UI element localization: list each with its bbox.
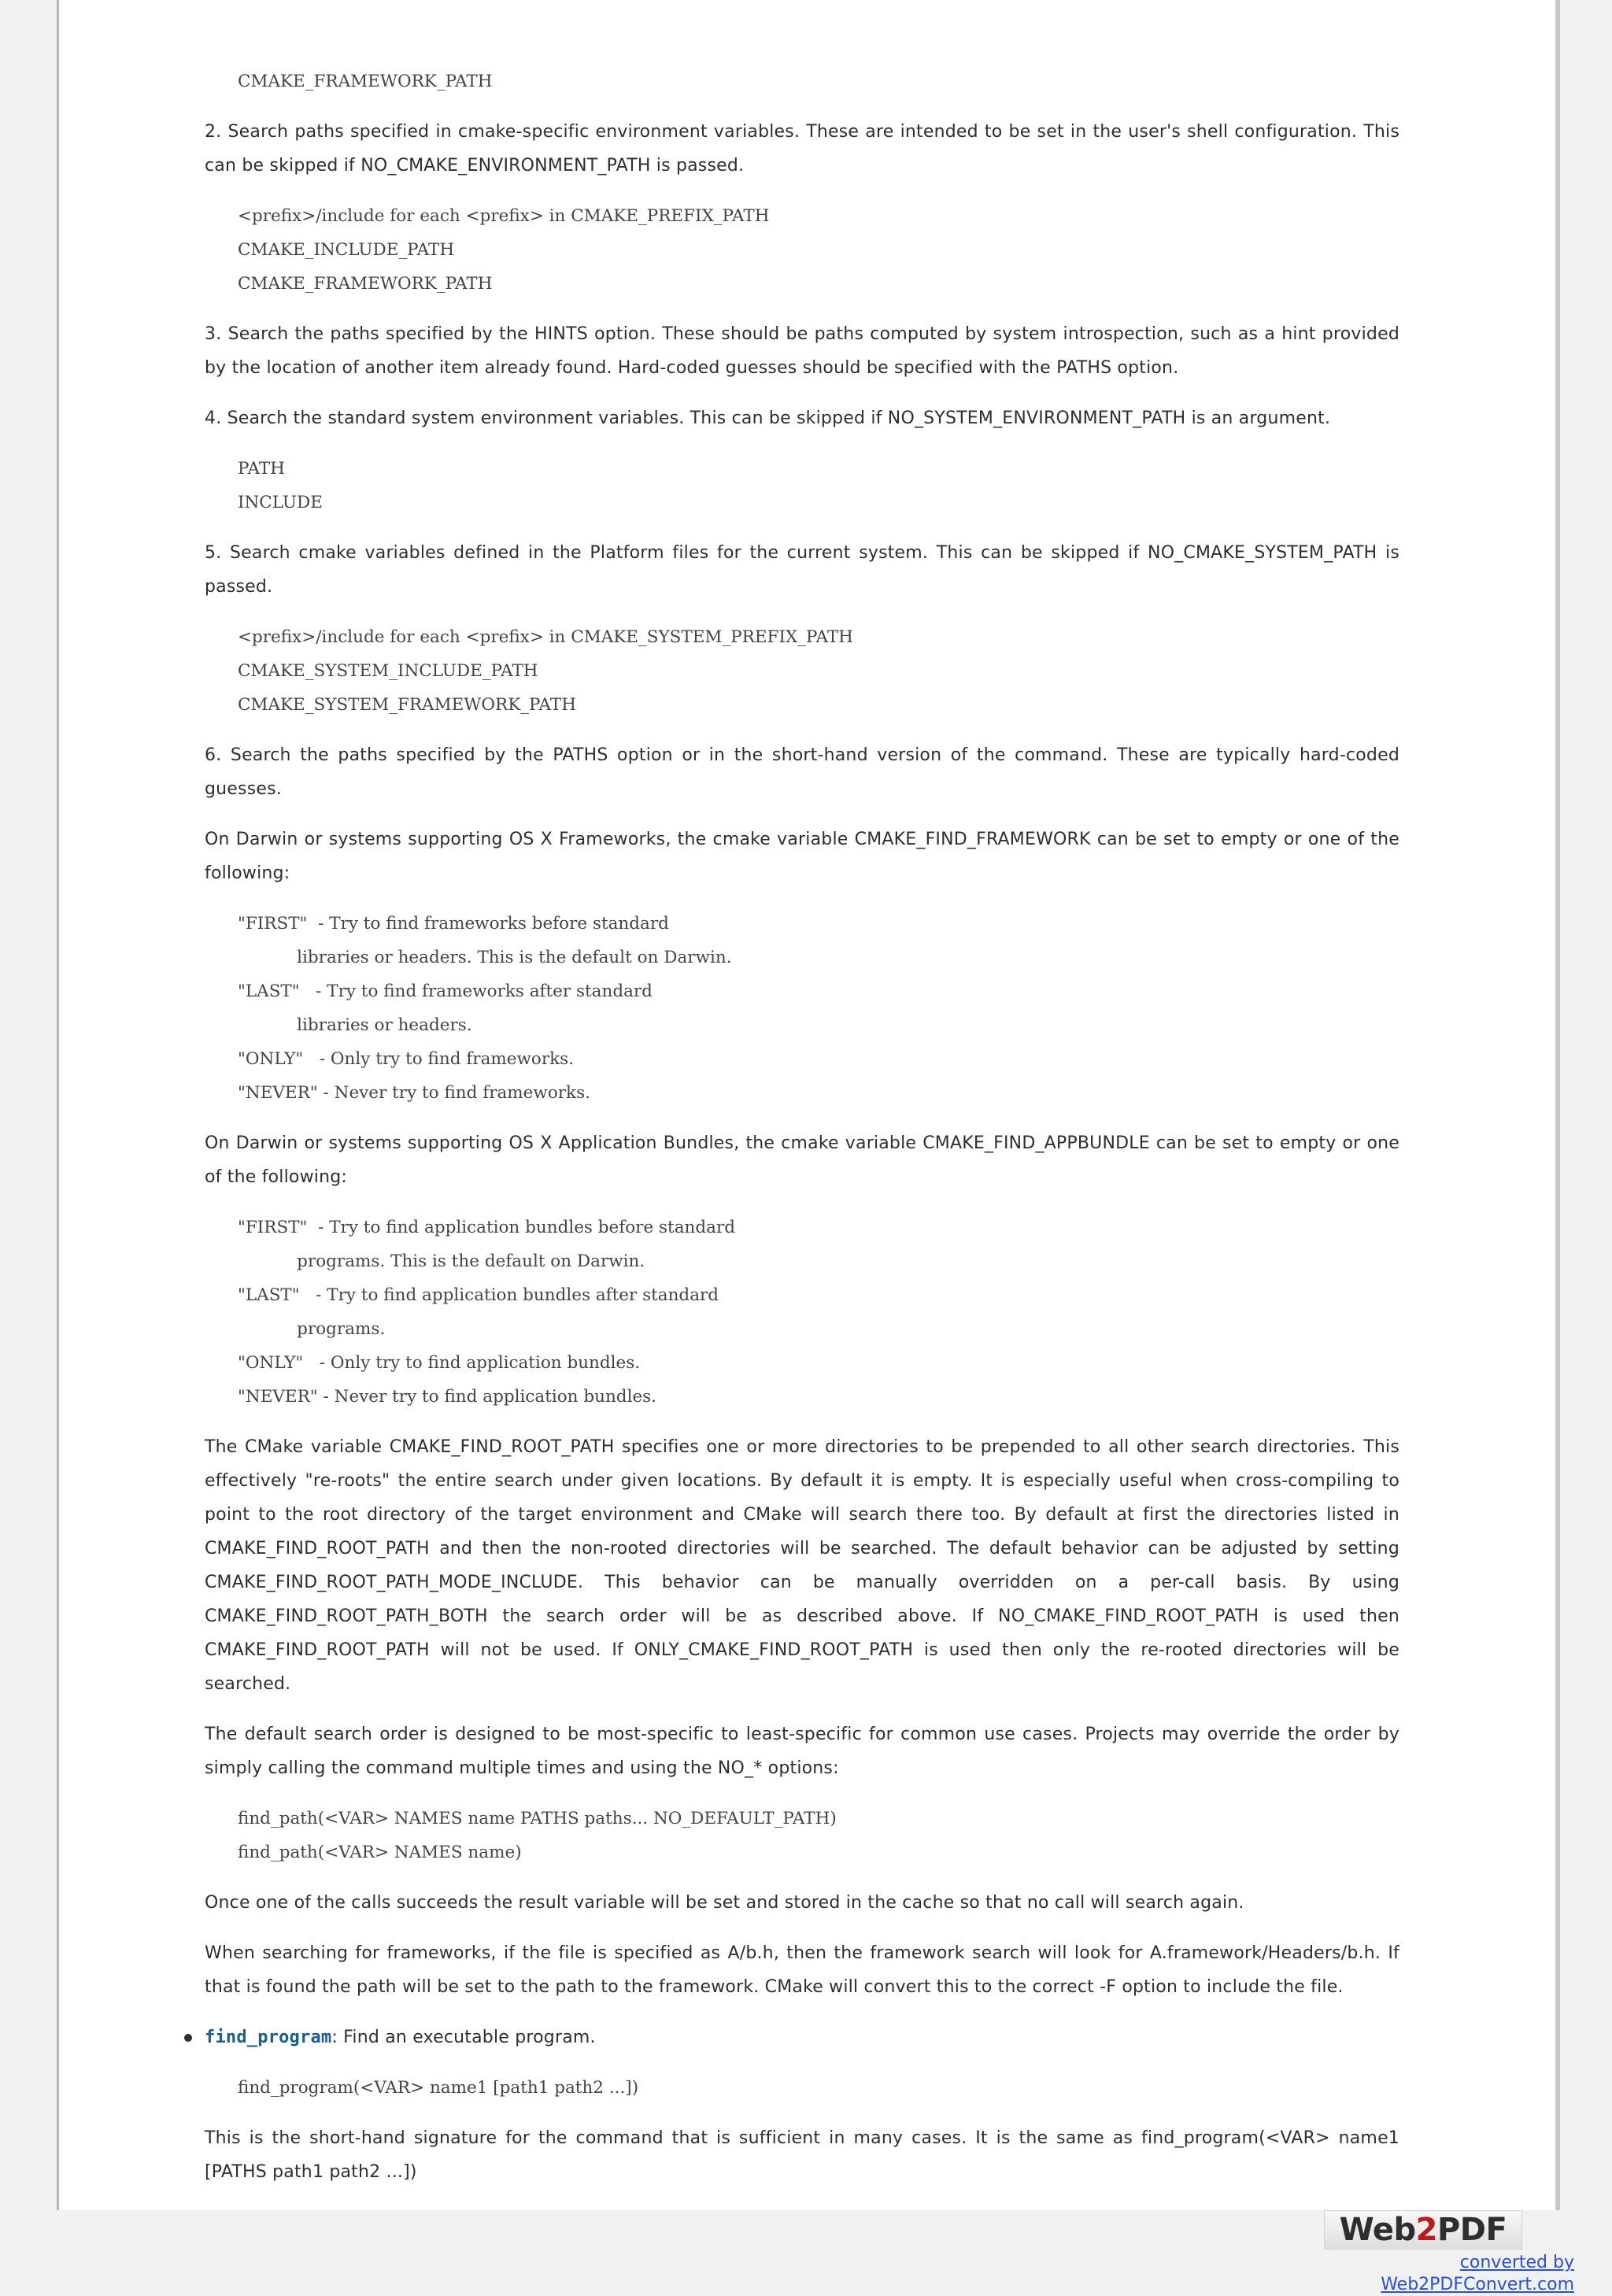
logo-pdf-text: PDF	[1436, 2212, 1507, 2248]
find-program-signature: find_program(<VAR> name1 [path1 path2 ...])	[238, 2078, 639, 2098]
bullet-icon	[184, 2034, 192, 2042]
code-block: CMAKE_FRAMEWORK_PATH	[238, 72, 493, 91]
paragraph: 5. Search cmake variables defined in the Platform files for the current system. This can be skipped if NO_CMAKE_SYSTEM_PATH is passed.	[205, 543, 1399, 597]
logo-two-text: 2	[1415, 2212, 1437, 2248]
paragraph: When searching for frameworks, if the file is specified as A/b.h, then the framework search will look for A.framework/Headers/b.h. If that is found the path will be set to the path to the framework. CMake will convert this to the correct -F option to include the file.	[205, 1943, 1399, 1997]
code-block: <prefix>/include for each <prefix> in CMAKE_SYSTEM_PREFIX_PATH CMAKE_SYSTEM_INCLUDE_PATH CMAKE_SYSTEM_FRAMEWORK_PATH	[238, 627, 853, 715]
document-content	[205, 65, 1399, 2205]
find-program-link[interactable]: find_program	[205, 2028, 332, 2047]
find-program-description: This is the short-hand signature for the command that is sufficient in many cases. It is the same as find_program(<VAR> name1 [PATHS path1 path2 ...])	[205, 2128, 1399, 2182]
code-block: PATH INCLUDE	[238, 459, 323, 512]
document-page	[57, 0, 1560, 2210]
find-program-summary: : Find an executable program.	[331, 2028, 596, 2047]
find-program-entry	[205, 2021, 1399, 2054]
code-block: "FIRST" - Try to find frameworks before standard libraries or headers. This is the default on Darwin. "LAST" - Try to find frameworks after standard libraries or headers. "ONLY" - Only try to find frameworks. "NEVER" - Never try to find frameworks.	[238, 914, 732, 1103]
paragraph: 6. Search the paths specified by the PATHS option or in the short-hand version of the command. These are typically hard-coded guesses.	[205, 745, 1399, 799]
paragraph: On Darwin or systems supporting OS X Application Bundles, the cmake variable CMAKE_FIND_APPBUNDLE can be set to empty or one of the following:	[205, 1133, 1399, 1187]
content-blocks	[205, 65, 1399, 2004]
paragraph: 3. Search the paths specified by the HINTS option. These should be paths computed by system introspection, such as a hint provided by the location of another item already found. Hard-coded guesses should be specified with the PATHS option.	[205, 324, 1399, 378]
code-block: <prefix>/include for each <prefix> in CMAKE_PREFIX_PATH CMAKE_INCLUDE_PATH CMAKE_FRAMEWORK_PATH	[238, 206, 770, 294]
code-block: "FIRST" - Try to find application bundles before standard programs. This is the default on Darwin. "LAST" - Try to find application bundles after standard programs. "ONLY" - Only try to find application bundles. "NEVER" - Never try to find application bundles.	[238, 1218, 735, 1407]
converted-by-link[interactable]: converted by Web2PDFConvert.com	[1381, 2253, 1574, 2294]
find-program-heading	[205, 2021, 1399, 2054]
paragraph: On Darwin or systems supporting OS X Frameworks, the cmake variable CMAKE_FIND_FRAMEWORK can be set to empty or one of the following:	[205, 830, 1399, 883]
logo-web-text: Web	[1339, 2212, 1416, 2248]
paragraph: 2. Search paths specified in cmake-specific environment variables. These are intended to be set in the user's shell configuration. This can be skipped if NO_CMAKE_ENVIRONMENT_PATH is passed.	[205, 122, 1399, 176]
web2pdf-logo	[1324, 2210, 1522, 2250]
paragraph: Once one of the calls succeeds the result variable will be set and stored in the cache so that no call will search again.	[205, 1893, 1244, 1913]
paragraph: The CMake variable CMAKE_FIND_ROOT_PATH specifies one or more directories to be prepended to all other search directories. This effectively "re-roots" the entire search under given locations. By default it is empty. It is especially useful when cross-compiling to point to the root directory of the target environment and CMake will search there too. By default at first the directories listed in CMAKE_FIND_ROOT_PATH and then the non-rooted directories will be searched. The default behavior can be adjusted by setting CMAKE_FIND_ROOT_PATH_MODE_INCLUDE. This behavior can be manually overridden on a per-call basis. By using CMAKE_FIND_ROOT_PATH_BOTH the search order will be as described above. If NO_CMAKE_FIND_ROOT_PATH is used then CMAKE_FIND_ROOT_PATH will not be used. If ONLY_CMAKE_FIND_ROOT_PATH is used then only the re-rooted directories will be searched.	[205, 1437, 1399, 1694]
code-block: find_path(<VAR> NAMES name PATHS paths... NO_DEFAULT_PATH) find_path(<VAR> NAMES name)	[238, 1809, 837, 1862]
paragraph: 4. Search the standard system environment variables. This can be skipped if NO_SYSTEM_ENVIRONMENT_PATH is an argument.	[205, 409, 1331, 428]
paragraph: The default search order is designed to be most-specific to least-specific for common use cases. Projects may override the order by simply calling the command multiple times and using the NO_* options:	[205, 1725, 1399, 1778]
